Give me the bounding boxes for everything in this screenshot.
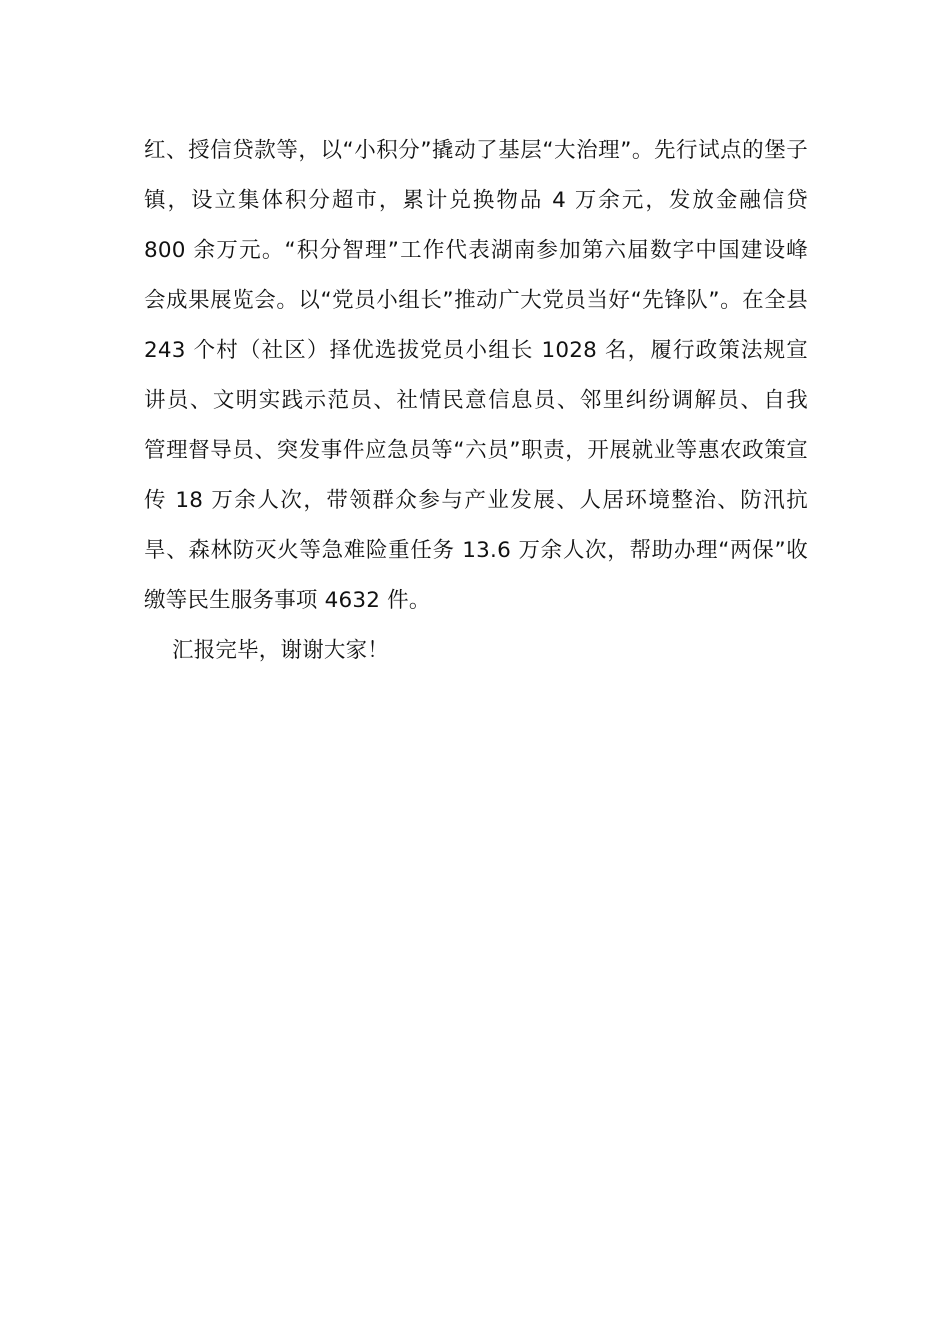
closing-remark: 汇报完毕，谢谢大家！ — [172, 638, 390, 663]
paragraph-line: 旱、森林防灭火等急难险重任务 13.6 万余人次，帮助办理“两保”收 — [144, 538, 808, 563]
paragraph-line: 243 个村（社区）择优选拔党员小组长 1028 名，履行政策法规宣 — [144, 338, 808, 363]
paragraph-line: 讲员、文明实践示范员、社情民意信息员、邻里纠纷调解员、自我 — [144, 388, 808, 413]
document-body — [144, 126, 808, 676]
paragraph-line: 会成果展览会。以“党员小组长”推动广大党员当好“先锋队”。在全县 — [144, 288, 808, 313]
paragraph-line: 800 余万元。“积分智理”工作代表湖南参加第六届数字中国建设峰 — [144, 238, 808, 263]
paragraph-line: 红、授信贷款等，以“小积分”撬动了基层“大治理”。先行试点的堡子 — [144, 138, 808, 163]
paragraph-line: 缴等民生服务事项 4632 件。 — [144, 588, 431, 613]
paragraph-line: 管理督导员、突发事件应急员等“六员”职责，开展就业等惠农政策宣 — [144, 438, 808, 463]
paragraph — [144, 126, 808, 626]
paragraph-line: 镇，设立集体积分超市，累计兑换物品 4 万余元，发放金融信贷 — [144, 188, 808, 213]
paragraph-line: 传 18 万余人次，带领群众参与产业发展、人居环境整治、防汛抗 — [144, 488, 808, 513]
